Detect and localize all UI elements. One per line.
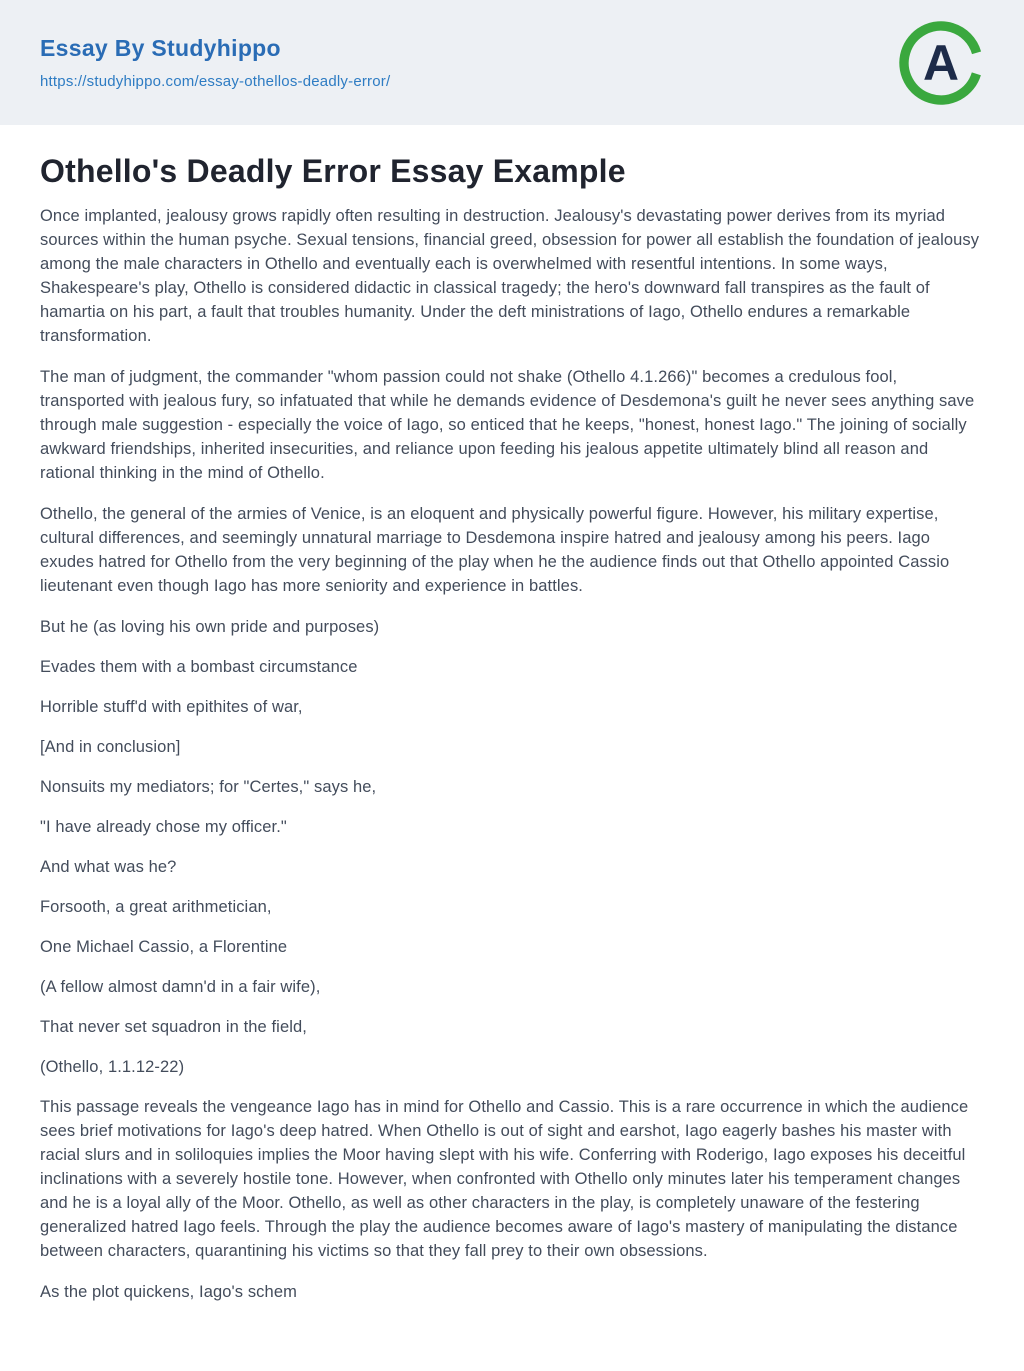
essay-content bbox=[0, 125, 1024, 1304]
essay-paragraph: This passage reveals the vengeance Iago has in mind for Othello and Cassio. This is a rare occurrence in which the audience sees brief motivations for Iago's deep hatred. When Othello is out of sight and earshot, Iago eagerly bashes his master with racial slurs and in soliloquies implies the Moor having slept with his wife. Conferring with Roderigo, Iago exposes his deceitful inclinations with a severely hostile tone. However, when confronted with Othello only minutes later his temperament changes and he is a loyal ally of the Moor. Othello, as well as other characters in the play, is completely unaware of the festering generalized hatred Iago feels. Through the play the audience becomes aware of Iago's mastery of manipulating the distance between characters, quarantining his victims so that they fall prey to their own obsessions. bbox=[40, 1098, 969, 1260]
essay-title: Othello's Deadly Error Essay Example bbox=[40, 153, 626, 189]
quote-citation: (Othello, 1.1.12-22) bbox=[40, 1058, 185, 1076]
essay-paragraph: Once implanted, jealousy grows rapidly often resulting in destruction. Jealousy's devastating power derives from its myriad sources within the human psyche. Sexual tensions, financial greed, obsession for power all establish the foundation of jealousy among the male characters in Othello and eventually each is overwhelmed with resentful intentions. In some ways, Shakespeare's play, Othello is considered didactic in classical tragedy; the hero's downward fall transpires as the fault of hamartia on his part, a fault that troubles humanity. Under the deft ministrations of Iago, Othello endures a remarkable transformation. bbox=[40, 207, 980, 345]
quote-line: That never set squadron in the field, bbox=[40, 1018, 307, 1036]
header-text-block bbox=[40, 35, 390, 90]
studyhippo-logo-icon bbox=[898, 20, 984, 106]
essay-paragraph: Othello, the general of the armies of Venice, is an eloquent and physically powerful figure. However, his military expertise, cultural differences, and seemingly unnatural marriage to Desdemona inspire hatred and jealousy among his peers. Iago exudes hatred for Othello from the very beginning of the play when he the audience finds out that Othello appointed Cassio lieutenant even though Iago has more seniority and experience in battles. bbox=[40, 505, 950, 595]
essay-paragraph-truncated: As the plot quickens, Iago's schem bbox=[40, 1283, 297, 1301]
logo-letter: A bbox=[922, 34, 960, 91]
quote-line: (A fellow almost damn'd in a fair wife), bbox=[40, 978, 321, 996]
quote-line: Evades them with a bombast circumstance bbox=[40, 658, 358, 676]
quote-line: But he (as loving his own pride and purposes) bbox=[40, 618, 380, 636]
quote-line: One Michael Cassio, a Florentine bbox=[40, 938, 288, 956]
essay-paragraph: The man of judgment, the commander "whom passion could not shake (Othello 4.1.266)" becomes a credulous fool, transported with jealous fury, so infatuated that while he demands evidence of Desdemona's guilt he never sees anything save through male suggestion - especially the voice of Iago, so enticed that he keeps, "honest, honest Iago." The joining of socially awkward friendships, inherited insecurities, and reliance upon feeding his jealous appetite ultimately blind all reason and rational thinking in the mind of Othello. bbox=[40, 368, 975, 482]
essay-url-link[interactable]: https://studyhippo.com/essay-othellos-deadly-error/ bbox=[40, 73, 391, 90]
quote-line: "I have already chose my officer." bbox=[40, 818, 287, 836]
quote-line: Forsooth, a great arithmetician, bbox=[40, 898, 272, 916]
site-header bbox=[0, 0, 1024, 125]
quote-line: Nonsuits my mediators; for "Certes," says he, bbox=[40, 778, 377, 796]
quote-line: Horrible stuff'd with epithites of war, bbox=[40, 698, 303, 716]
quote-line: And what was he? bbox=[40, 858, 177, 876]
site-title: Essay By Studyhippo bbox=[40, 35, 281, 61]
quote-line: [And in conclusion] bbox=[40, 738, 181, 756]
